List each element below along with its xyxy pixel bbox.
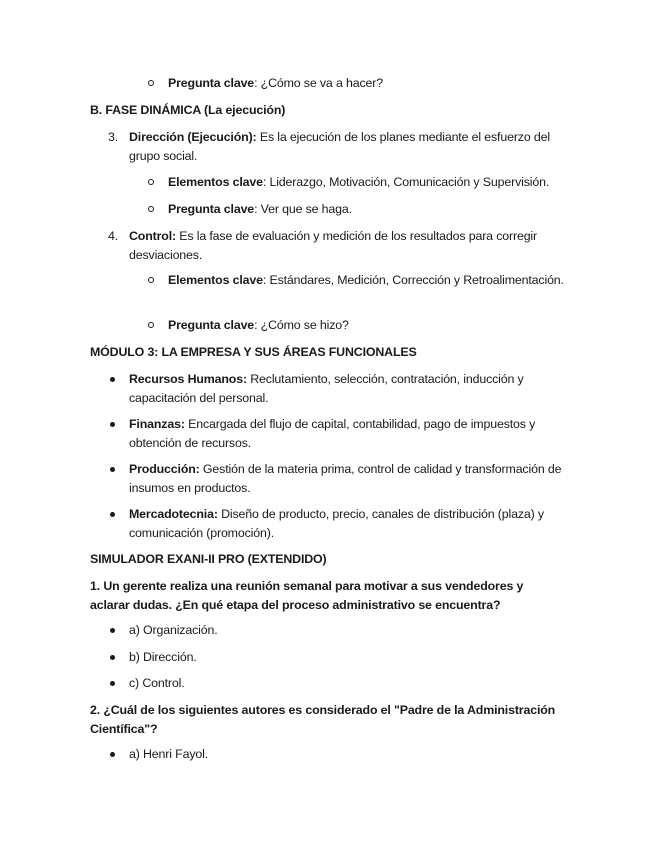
list-item-mercadotecnia xyxy=(129,505,569,542)
hollow-bullet-icon xyxy=(148,206,154,212)
sub-item-elementos-clave xyxy=(168,271,568,290)
item-label: Recursos Humanos: xyxy=(129,372,247,386)
list-item-produccion xyxy=(129,460,569,497)
list-item-finanzas xyxy=(129,415,569,452)
item-label: Control: xyxy=(129,229,176,243)
item-text: Es la ejecución de los planes mediante el esfuerzo del grupo social. xyxy=(129,130,550,163)
hollow-bullet-icon xyxy=(148,322,154,328)
bullet-icon xyxy=(110,377,115,382)
item-label: Producción: xyxy=(129,462,200,476)
bullet-icon xyxy=(110,467,115,472)
bullet-icon xyxy=(110,628,115,633)
bullet-icon xyxy=(110,422,115,427)
list-number: 3. xyxy=(108,130,119,144)
sub-item-label: Elementos clave xyxy=(168,175,263,189)
item-label: Dirección (Ejecución): xyxy=(129,130,257,144)
answer-option: c) Control. xyxy=(129,676,185,690)
sub-item-label: Elementos clave xyxy=(168,273,263,287)
sub-item-label: Pregunta clave xyxy=(168,202,255,216)
list-number: 4. xyxy=(108,229,119,243)
section-heading-modulo-3: MÓDULO 3: LA EMPRESA Y SUS ÁREAS FUNCIONALES xyxy=(90,345,417,359)
section-heading-fase-dinamica: B. FASE DINÁMICA (La ejecución) xyxy=(90,103,286,117)
question-1: 1. Un gerente realiza una reunión semanal para motivar a sus vendedores y aclarar dudas. ¿En qué etapa del proceso administrativo se encuentra? xyxy=(90,579,524,612)
item-label: Finanzas: xyxy=(129,417,185,431)
answer-option: a) Organización. xyxy=(129,623,218,637)
hollow-bullet-icon xyxy=(148,179,154,185)
sub-item-text: : Estándares, Medición, Corrección y Retroalimentación. xyxy=(262,273,564,287)
item-text: Encargada del flujo de capital, contabilidad, pago de impuestos y obtención de recursos. xyxy=(129,417,536,450)
answer-option: a) Henri Fayol. xyxy=(129,747,209,761)
sub-item-text: : Liderazgo, Motivación, Comunicación y Supervisión. xyxy=(262,175,550,189)
sub-item-pregunta-clave xyxy=(168,316,568,335)
numbered-item-direccion xyxy=(129,128,569,165)
bullet-icon xyxy=(110,512,115,517)
hollow-bullet-icon xyxy=(148,277,154,283)
section-heading-simulador: SIMULADOR EXANI-II PRO (EXTENDIDO) xyxy=(90,552,327,566)
bullet-icon xyxy=(110,752,115,757)
sub-item-text: : Ver que se haga. xyxy=(254,202,352,216)
sub-item-pregunta-clave xyxy=(168,74,568,93)
bullet-icon xyxy=(110,655,115,660)
sub-item-text: : ¿Cómo se va a hacer? xyxy=(254,76,383,90)
bullet-icon xyxy=(110,681,115,686)
sub-item-label: Pregunta clave xyxy=(168,318,255,332)
item-label: Mercadotecnia: xyxy=(129,507,218,521)
item-text: Es la fase de evaluación y medición de los resultados para corregir desviaciones. xyxy=(129,229,538,262)
numbered-item-control xyxy=(129,227,569,264)
question-2: 2. ¿Cuál de los siguientes autores es considerado el "Padre de la Administración Científica"? xyxy=(90,703,556,736)
list-item-recursos-humanos xyxy=(129,370,569,407)
sub-item-text: : ¿Cómo se hizo? xyxy=(254,318,349,332)
answer-option: b) Dirección. xyxy=(129,650,197,664)
item-text: Reclutamiento, selección, contratación, inducción y capacitación del personal. xyxy=(129,372,524,405)
sub-item-pregunta-clave xyxy=(168,200,568,219)
sub-item-label: Pregunta clave xyxy=(168,76,255,90)
item-text: Diseño de producto, precio, canales de distribución (plaza) y comunicación (promoción). xyxy=(129,507,544,540)
hollow-bullet-icon xyxy=(148,80,154,86)
sub-item-elementos-clave xyxy=(168,173,568,192)
item-text: Gestión de la materia prima, control de calidad y transformación de insumos en productos. xyxy=(129,462,562,495)
